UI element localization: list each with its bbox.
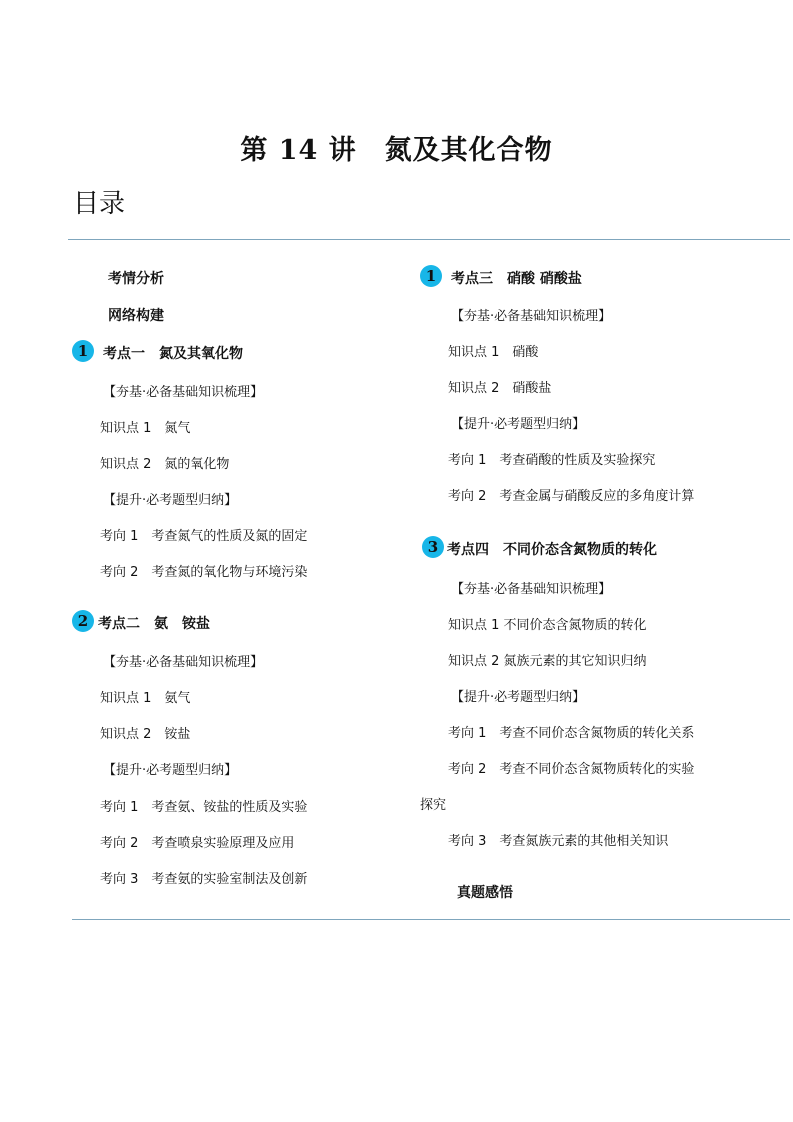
toc-direction-2-1[interactable]: 考向 1 考查氨、铵盐的性质及实验 xyxy=(100,800,308,815)
page-title: 第 14 讲 氮及其化合物 xyxy=(240,135,553,166)
toc-subhead-jiben-2[interactable]: 【夯基·必备基础知识梳理】 xyxy=(103,655,264,670)
toc-item-zhenti[interactable]: 真题感悟 xyxy=(457,885,513,901)
toc-knowledge-3-1[interactable]: 知识点 1 硝酸 xyxy=(448,345,539,360)
toc-subhead-jiben-1[interactable]: 【夯基·必备基础知识梳理】 xyxy=(103,385,264,400)
section-badge-2: 2 xyxy=(72,610,94,632)
toc-direction-3-1[interactable]: 考向 1 考查硝酸的性质及实验探究 xyxy=(448,453,656,468)
toc-item-wangluo[interactable]: 网络构建 xyxy=(108,308,164,324)
section-badge-1: 1 xyxy=(72,340,94,362)
toc-item-kaoqing[interactable]: 考情分析 xyxy=(108,271,164,287)
toc-knowledge-4-2[interactable]: 知识点 2 氮族元素的其它知识归纳 xyxy=(448,654,647,669)
toc-direction-4-2[interactable]: 考向 2 考查不同价态含氮物质转化的实验 xyxy=(448,762,695,777)
toc-knowledge-3-2[interactable]: 知识点 2 硝酸盐 xyxy=(448,381,552,396)
section-badge-4: 3 xyxy=(422,536,444,558)
bottom-divider xyxy=(72,919,790,920)
toc-subhead-tisheng-1[interactable]: 【提升·必考题型归纳】 xyxy=(103,493,238,508)
toc-heading: 目录 xyxy=(73,189,126,219)
toc-section-4[interactable]: 考点四 不同价态含氮物质的转化 xyxy=(447,542,657,558)
toc-knowledge-1-2[interactable]: 知识点 2 氮的氧化物 xyxy=(100,457,230,472)
toc-knowledge-1-1[interactable]: 知识点 1 氮气 xyxy=(100,421,191,436)
toc-knowledge-2-2[interactable]: 知识点 2 铵盐 xyxy=(100,727,191,742)
toc-section-1[interactable]: 考点一 氮及其氧化物 xyxy=(103,346,243,362)
toc-direction-3-2[interactable]: 考向 2 考查金属与硝酸反应的多角度计算 xyxy=(448,489,695,504)
toc-direction-1-1[interactable]: 考向 1 考查氮气的性质及氮的固定 xyxy=(100,529,308,544)
top-divider xyxy=(68,239,790,240)
toc-subhead-jiben-3[interactable]: 【夯基·必备基础知识梳理】 xyxy=(451,309,612,324)
toc-knowledge-4-1[interactable]: 知识点 1 不同价态含氮物质的转化 xyxy=(448,618,647,633)
toc-subhead-tisheng-4[interactable]: 【提升·必考题型归纳】 xyxy=(451,690,586,705)
toc-section-3[interactable]: 考点三 硝酸 硝酸盐 xyxy=(451,271,582,287)
toc-direction-2-2[interactable]: 考向 2 考查喷泉实验原理及应用 xyxy=(100,836,295,851)
toc-subhead-jiben-4[interactable]: 【夯基·必备基础知识梳理】 xyxy=(451,582,612,597)
toc-direction-4-3[interactable]: 考向 3 考查氮族元素的其他相关知识 xyxy=(448,834,669,849)
toc-direction-1-2[interactable]: 考向 2 考查氮的氧化物与环境污染 xyxy=(100,565,308,580)
toc-direction-2-3[interactable]: 考向 3 考查氨的实验室制法及创新 xyxy=(100,872,308,887)
toc-subhead-tisheng-3[interactable]: 【提升·必考题型归纳】 xyxy=(451,417,586,432)
toc-subhead-tisheng-2[interactable]: 【提升·必考题型归纳】 xyxy=(103,763,238,778)
section-badge-3: 1 xyxy=(420,265,442,287)
toc-section-2[interactable]: 考点二 氨 铵盐 xyxy=(98,616,210,632)
toc-direction-4-1[interactable]: 考向 1 考查不同价态含氮物质的转化关系 xyxy=(448,726,695,741)
toc-knowledge-2-1[interactable]: 知识点 1 氨气 xyxy=(100,691,191,706)
toc-direction-4-2-wrap[interactable]: 探究 xyxy=(420,798,447,813)
